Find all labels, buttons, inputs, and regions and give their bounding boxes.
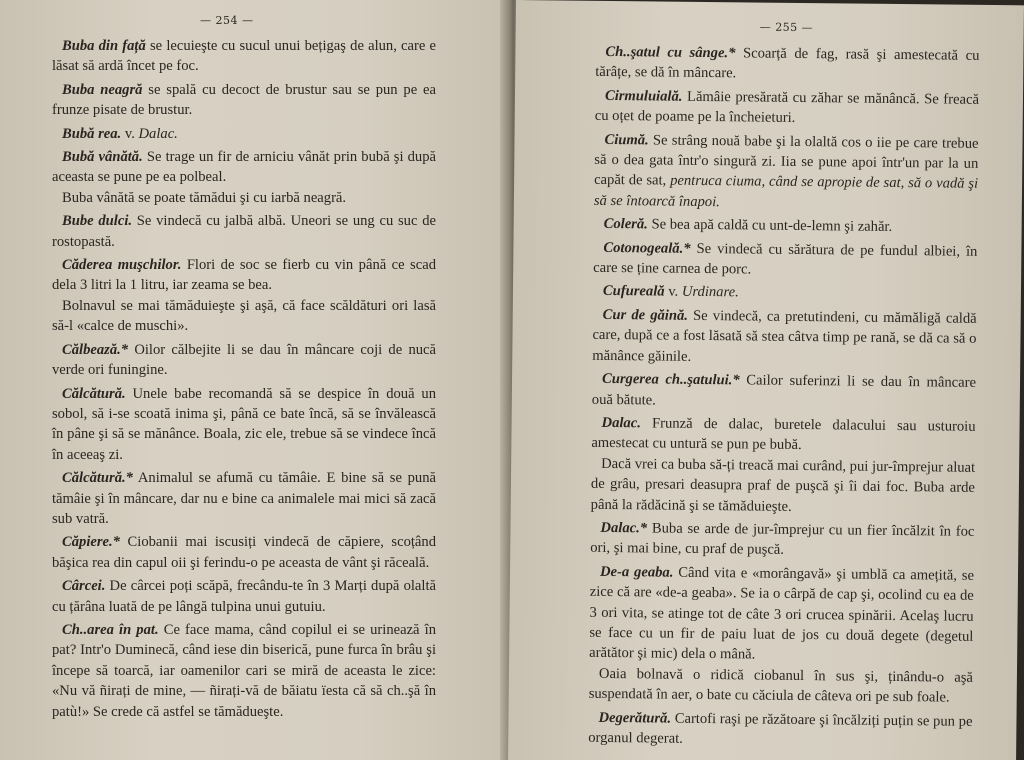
entry-text: Se vindecă cu jalbă albă. Uneori se ung cu suc de rostopastă. <box>52 213 436 250</box>
entry-headword: Buba din față <box>62 38 146 54</box>
entry-headword: Dalac.* <box>600 519 648 537</box>
dictionary-entry <box>593 281 977 305</box>
entry-paragraph <box>592 305 977 370</box>
dictionary-entry <box>594 214 978 238</box>
entry-text: Se trage un fir de arniciu vânăt prin bubă şi după aceasta se pune pe ea polbeal. <box>52 149 436 186</box>
entry-text: Oilor călbejite li se dau în mâncare coji de nucă verde ori funingine. <box>52 341 436 379</box>
dictionary-entry <box>52 340 436 381</box>
entry-text: Buba se arde de jur-împrejur cu un fier încălzit în foc ori, şi mai bine, cu praf de puşcă. <box>590 520 975 559</box>
dictionary-entry <box>52 255 436 337</box>
dictionary-entry <box>588 707 972 752</box>
dictionary-entry <box>52 468 436 529</box>
dictionary-entry <box>595 86 979 131</box>
dictionary-entry <box>592 305 977 370</box>
page-number: — 254 — <box>200 14 254 27</box>
dictionary-entry <box>52 80 436 121</box>
entry-paragraph <box>52 576 436 617</box>
entry-headword: Călcătură. <box>62 385 126 402</box>
entry-paragraph <box>52 211 436 252</box>
entry-headword: Coleră. <box>603 216 648 233</box>
entry-continuation: Oaia bolnavă o ridică ciobanul în sus şi, ținându-o aşă suspendată în aer, o bate cu căciula de câteva ori pe sub foale. <box>588 665 974 706</box>
dictionary-entry <box>594 129 979 215</box>
entry-text: Se strâng nouă babe şi la olaltă cos o iie pe care trebue să o dea gata într'o singură zi. Iia se pune apoi într'un par la un capăt de sat, <box>594 132 979 190</box>
entry-paragraph <box>52 340 436 381</box>
entry-headword: Ciumă. <box>604 131 649 149</box>
entry-paragraph <box>52 147 436 188</box>
entry-text: v. <box>664 284 682 301</box>
entry-headword: Cârcei. <box>62 578 106 595</box>
entry-text: se lecuieşte cu sucul unui bețigaş de alun, care e lăsat să ardă încet pe foc. <box>52 38 437 75</box>
dictionary-entry <box>52 211 436 252</box>
dictionary-entry <box>52 384 436 466</box>
entry-paragraph <box>52 124 436 144</box>
dictionary-entry <box>591 413 976 519</box>
entry-text: Cailor suferinzi li se dau în mâncare ouă bătute. <box>591 372 977 408</box>
entry-paragraph <box>52 255 436 296</box>
entry-headword: Dalac. <box>601 414 641 432</box>
entry-paragraph <box>595 42 979 87</box>
entry-cross-reference: Dalac. <box>138 125 178 142</box>
entry-paragraph <box>52 532 436 573</box>
entry-headword: Călbează.* <box>62 341 129 358</box>
dictionary-entry <box>52 532 436 573</box>
entry-text: Flori de soc se fierb cu vin până ce scad dela 3 litri la 1 litru, iar zeama se bea. <box>52 257 436 294</box>
dictionary-entry <box>595 42 979 87</box>
entry-text: se spală cu decoct de brustur sau se pun pe ea frunze pisate de brustur. <box>52 81 436 119</box>
entry-text: Se bea apă caldă cu unt-de-lemn şi zahăr. <box>647 216 893 236</box>
dictionary-entry <box>52 124 436 144</box>
entry-paragraph <box>589 562 974 668</box>
dictionary-entry <box>52 576 436 617</box>
entry-headword: Buba neagră <box>62 81 143 98</box>
entry-paragraph <box>52 36 436 77</box>
dictionary-entry <box>52 147 436 208</box>
entry-headword: Cirmuluială. <box>604 87 683 105</box>
entry-continuation: Buba vânătă se poate tămădui şi cu iarbă neagră. <box>62 189 347 206</box>
entry-paragraph <box>52 620 436 722</box>
entry-headword: Cur de găină. <box>602 306 689 324</box>
entry-text: Lămâie presărată cu zăhar se mănâncă. Se freacă cu oțet de poame pe la încheieturi. <box>594 88 980 127</box>
page-number: — 255 — <box>759 20 814 35</box>
page-content <box>52 36 436 725</box>
dictionary-entry <box>592 369 976 414</box>
entry-paragraph <box>52 384 436 466</box>
entry-paragraph <box>593 281 977 305</box>
entry-text: Ce face mama, când copilul ei se urinează în pat? Intr'o Duminecă, când iese din biserică, pune furca în brâu şi începe să toarcă, iar oamenilor cari se miră de aceasta le zice: «Nu vă ñirați de mine, — ñirați-vă de băiatu ïesta că să ch..şă în patù!» Se crede că astfel se tămădueşte. <box>52 621 436 720</box>
entry-paragraph <box>588 707 972 752</box>
left-page <box>0 0 508 760</box>
entry-text: Animalul se afumă cu tămâie. E bine să se pună tămâie şi în mâncare, dar nu e bine ca animalele mai mici să zacă sub vatră. <box>52 470 436 527</box>
right-page <box>508 0 1024 760</box>
dictionary-entry <box>590 518 974 563</box>
entry-headword: Bube dulci. <box>62 213 133 230</box>
entry-text: Se vindecă cu sărătura de pe fundul albiei, în care se ține carnea de porc. <box>593 240 978 278</box>
entry-text: Ciobanii mai iscusiți vindecă de căpiere, scoțând băşica rea din capul oii şi ferindu-o pe aceasta de vânt şi răceală. <box>52 534 436 571</box>
entry-headword: Bubă vânătă. <box>62 149 143 166</box>
entry-text: Când vita e «morângavă» şi umblă ca amețită, se zice că are «de-a geaba». Se ia o cârpă de cap şi, ocolind cu ea de 3 ori vita, se atinge tot de câte 3 ori crucea spinării. Acelaş lucru se face cu un fir de paiu luat de jos cu două degete (degetul arătător şi mic) dela o mână. <box>589 564 975 663</box>
entry-paragraph <box>52 80 436 121</box>
entry-headword: De-a geaba. <box>599 563 674 581</box>
entry-headword: Cotonogeală.* <box>603 239 691 257</box>
entry-headword: Cufureală <box>602 283 665 301</box>
entry-headword: Căpiere.* <box>62 534 120 551</box>
entry-paragraph <box>595 86 979 131</box>
entry-text: Se vindecă, ca pretutindeni, cu mămăligă caldă care, după ce a fost lăsată să stea câtva timp pe rană, se dă ca să o mănânce găinile. <box>592 307 977 365</box>
entry-headword: Ch..şatul cu sânge.* <box>605 43 736 62</box>
entry-paragraph <box>594 214 978 238</box>
entry-paragraph <box>591 413 975 458</box>
entry-paragraph <box>592 369 976 414</box>
entry-paragraph <box>593 237 977 282</box>
entry-continuation: Bolnavul se mai tămăduieşte şi aşă, că face scăldături ori lasă să-l «calce de muschi». <box>52 297 436 335</box>
entry-headword: Căderea muşchilor. <box>62 257 182 274</box>
entry-paragraph <box>594 129 979 215</box>
entry-headword: Ch..area în pat. <box>62 621 159 638</box>
entry-italic-text: pentruca ciuma, când se apropie de sat, să o vadă şi să se întoarcă înapoi. <box>593 173 979 210</box>
dictionary-entry <box>52 36 436 77</box>
dictionary-entry <box>589 562 974 709</box>
entry-text: De cârcei poți scăpă, frecându-te în 3 Marți după olaltă cu țărâna luată de pe lângă tulpina unui gutuiu. <box>52 578 436 615</box>
dictionary-entry <box>52 620 436 722</box>
entry-cross-reference: Urdinare. <box>681 284 739 301</box>
entry-paragraph <box>52 468 436 529</box>
page-content <box>588 42 979 755</box>
entry-continuation: Dacă vrei ca buba să-ți treacă mai curând, pui jur-împrejur aluat de grâu, presari deasupra praf de puşcă şi îi dai foc. Buba arde până la rădăcină şi se tămăduieşte. <box>590 455 976 515</box>
entry-text: Scoarță de fag, rasă şi amestecată cu tărâțe, se dă în mâncare. <box>595 45 980 82</box>
entry-headword: Curgerea ch..şatului.* <box>601 371 740 389</box>
entry-text: Cartofi raşi pe răzătoare şi încălziți puțin se pun pe organul degerat. <box>588 710 973 747</box>
dictionary-entry <box>593 237 977 282</box>
entry-headword: Călcătură.* <box>62 470 133 487</box>
entry-text: Frunză de dalac, buretele dalacului sau usturoiu amestecat cu untură se pun pe bubă. <box>591 415 976 454</box>
entry-text: Unele babe recomandă să se despice în două un sobol, să i-se scoată inima şi, până ce bate încă, să se învălească în pâne şi să se mănânce. Boala, zic ele, trebue să se vindece încă în aceeaş zi. <box>52 385 436 463</box>
entry-headword: Bubă rea. <box>62 125 122 142</box>
entry-text: v. <box>121 125 139 142</box>
entry-headword: Degerătură. <box>598 709 672 727</box>
entry-paragraph <box>590 518 974 563</box>
